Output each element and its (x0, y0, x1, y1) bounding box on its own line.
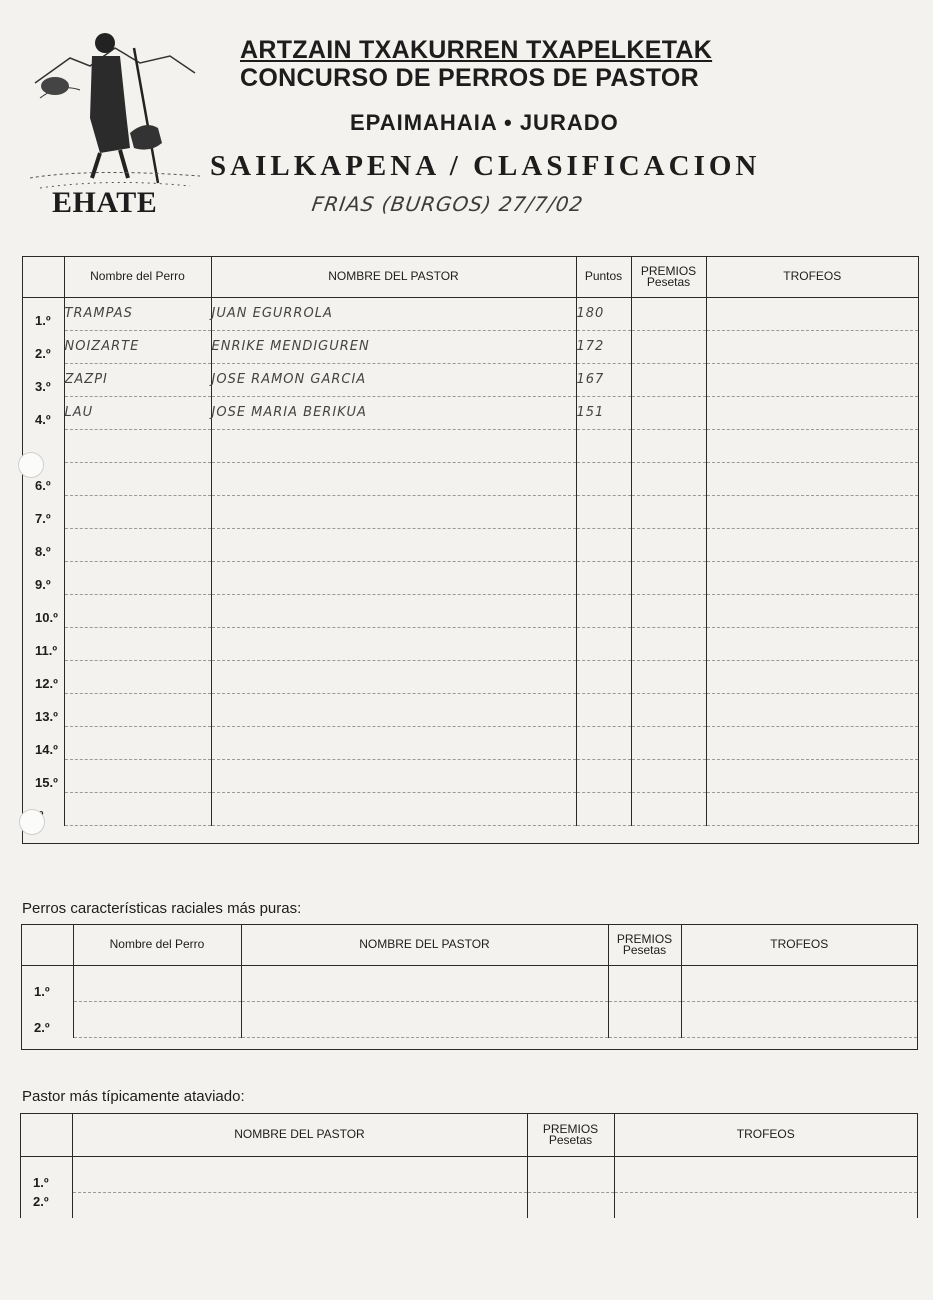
dog-name-header: Nombre del Perro (64, 257, 211, 297)
row-position: 15.º (35, 775, 58, 790)
row-prize-cell (631, 594, 706, 627)
title-spanish: CONCURSO DE PERROS DE PASTOR (240, 64, 699, 92)
row-points (576, 594, 631, 627)
row-points (576, 627, 631, 660)
classification-row (23, 693, 918, 726)
row-points: 172 (576, 330, 631, 363)
row-points: 180 (576, 297, 631, 330)
shepherd-table (21, 1114, 917, 1220)
breed-prizes-header: PREMIOS Pesetas (608, 925, 681, 965)
row-position: 2.º (35, 346, 51, 361)
breed-row-trophy-cell (681, 1001, 917, 1037)
classification-row (23, 330, 918, 363)
row-position: 14.º (35, 742, 58, 757)
pos-header (23, 257, 64, 297)
shepherd-row-name-cell (72, 1192, 527, 1220)
shepherd-row-prize-cell (527, 1192, 614, 1220)
row-shepherd-name (211, 495, 576, 528)
row-trophy-cell (706, 429, 918, 462)
classification-row (23, 429, 918, 462)
row-prize-cell (631, 429, 706, 462)
shepherd-row-trophy-cell (614, 1192, 917, 1220)
row-prize-cell (631, 561, 706, 594)
classification-table (23, 257, 918, 826)
row-trophy-cell (706, 528, 918, 561)
classification-row (23, 660, 918, 693)
shepherd-name-header-2: NOMBRE DEL PASTOR (72, 1114, 527, 1156)
row-prize-cell (631, 792, 706, 825)
row-trophy-cell (706, 330, 918, 363)
row-points (576, 429, 631, 462)
breed-section-label: Perros características raciales más puras: (22, 900, 302, 917)
binder-hole (18, 452, 44, 478)
classification-row (23, 627, 918, 660)
row-position: 6.º (35, 478, 51, 493)
row-dog-name (64, 462, 211, 495)
row-position: 3.º (35, 379, 51, 394)
jury-heading: EPAIMAHAIA • JURADO (350, 110, 619, 135)
shepherd-trophies-header: TROFEOS (614, 1114, 917, 1156)
row-dog-name (64, 759, 211, 792)
row-prize-cell (631, 297, 706, 330)
classification-row (23, 759, 918, 792)
breed-row-pos: 1.º (34, 984, 50, 999)
breed-trophies-header: TROFEOS (681, 925, 917, 965)
row-dog-name (64, 561, 211, 594)
row-dog-name: LAU (64, 396, 211, 429)
row-points (576, 660, 631, 693)
breed-row-shepherd-cell (241, 965, 608, 1001)
row-position: 7.º (35, 511, 51, 526)
row-shepherd-name (211, 462, 576, 495)
breed-shepherd-header: NOMBRE DEL PASTOR (241, 925, 608, 965)
row-points (576, 462, 631, 495)
row-trophy-cell (706, 594, 918, 627)
row-dog-name: TRAMPAS (64, 297, 211, 330)
row-prize-cell (631, 693, 706, 726)
row-dog-name (64, 594, 211, 627)
row-shepherd-name (211, 693, 576, 726)
row-shepherd-name (211, 561, 576, 594)
row-shepherd-name (211, 594, 576, 627)
row-points (576, 693, 631, 726)
row-prize-cell (631, 462, 706, 495)
breed-row-trophy-cell (681, 965, 917, 1001)
row-prize-cell (631, 759, 706, 792)
row-trophy-cell (706, 693, 918, 726)
classification-row (23, 462, 918, 495)
classification-row (23, 726, 918, 759)
classification-row (23, 396, 918, 429)
classification-row (23, 363, 918, 396)
row-shepherd-name (211, 627, 576, 660)
classification-row (23, 528, 918, 561)
row-position: 1.º (35, 313, 51, 328)
place-date-handwritten: FRIAS (BURGOS) 27/7/02 (310, 192, 585, 216)
row-trophy-cell (706, 396, 918, 429)
row-prize-cell (631, 660, 706, 693)
row-trophy-cell (706, 297, 918, 330)
shepherd-logo-icon (30, 28, 200, 193)
row-prize-cell (631, 627, 706, 660)
row-points (576, 726, 631, 759)
row-dog-name (64, 627, 211, 660)
breed-table (22, 925, 917, 1038)
row-position: 11.º (35, 643, 58, 658)
prizes-header: PREMIOS Pesetas (631, 257, 706, 297)
shepherd-row-pos: 1.º (33, 1175, 49, 1190)
row-points (576, 528, 631, 561)
classification-row (23, 594, 918, 627)
row-trophy-cell (706, 726, 918, 759)
row-shepherd-name: JUAN EGURROLA (211, 297, 576, 330)
row-prize-cell (631, 495, 706, 528)
row-trophy-cell (706, 792, 918, 825)
shepherd-row-trophy-cell (614, 1156, 917, 1192)
classification-row (23, 495, 918, 528)
row-shepherd-name: ENRIKE MENDIGUREN (211, 330, 576, 363)
row-shepherd-name (211, 660, 576, 693)
shepherd-prizes-header: PREMIOS Pesetas (527, 1114, 614, 1156)
row-trophy-cell (706, 660, 918, 693)
binder-hole (19, 809, 45, 835)
row-dog-name (64, 495, 211, 528)
row-shepherd-name (211, 429, 576, 462)
row-shepherd-name (211, 792, 576, 825)
breed-pos-header (22, 925, 73, 965)
classification-row (23, 297, 918, 330)
shepherd-row-prize-cell (527, 1156, 614, 1192)
row-dog-name: ZAZPI (64, 363, 211, 396)
row-prize-cell (631, 528, 706, 561)
row-shepherd-name: JOSE MARIA BERIKUA (211, 396, 576, 429)
row-position: 10.º (35, 610, 58, 625)
shepherd-name-header: NOMBRE DEL PASTOR (211, 257, 576, 297)
breed-row-prize-cell (608, 965, 681, 1001)
trophies-header: TROFEOS (706, 257, 918, 297)
classification-row (23, 561, 918, 594)
row-points (576, 759, 631, 792)
row-trophy-cell (706, 627, 918, 660)
breed-row-prize-cell (608, 1001, 681, 1037)
row-position: 13.º (35, 709, 58, 724)
page-bottom-margin (0, 1218, 933, 1300)
title-basque: ARTZAIN TXAKURREN TXAPELKETAK (240, 36, 713, 64)
breed-dog-header: Nombre del Perro (73, 925, 241, 965)
row-shepherd-name (211, 759, 576, 792)
shepherd-row-name-cell (72, 1156, 527, 1192)
row-shepherd-name: JOSE RAMON GARCIA (211, 363, 576, 396)
classification-row (23, 792, 918, 825)
row-points (576, 495, 631, 528)
breed-row-pos: 2.º (34, 1020, 50, 1035)
row-shepherd-name (211, 528, 576, 561)
row-position: 8.º (35, 544, 51, 559)
points-header: Puntos (576, 257, 631, 297)
row-dog-name (64, 429, 211, 462)
row-dog-name (64, 528, 211, 561)
breed-row-dog-cell (73, 1001, 241, 1037)
row-dog-name (64, 726, 211, 759)
breed-row-dog-cell (73, 965, 241, 1001)
row-trophy-cell (706, 495, 918, 528)
shepherd-row-pos: 2.º (33, 1194, 49, 1209)
row-trophy-cell (706, 561, 918, 594)
row-trophy-cell (706, 363, 918, 396)
row-shepherd-name (211, 726, 576, 759)
row-position: 4.º (35, 412, 51, 427)
row-prize-cell (631, 726, 706, 759)
classification-heading: SAILKAPENA / CLASIFICACION (210, 150, 761, 182)
row-prize-cell (631, 396, 706, 429)
shepherd-section-label: Pastor más típicamente ataviado: (22, 1088, 245, 1105)
row-points: 151 (576, 396, 631, 429)
breed-row-shepherd-cell (241, 1001, 608, 1037)
row-trophy-cell (706, 462, 918, 495)
row-prize-cell (631, 363, 706, 396)
row-dog-name (64, 660, 211, 693)
row-position: 9.º (35, 577, 51, 592)
logo-text: EHATE (52, 186, 158, 219)
row-position: 12.º (35, 676, 58, 691)
shepherd-pos-header (21, 1114, 72, 1156)
row-prize-cell (631, 330, 706, 363)
row-points (576, 792, 631, 825)
row-dog-name: NOIZARTE (64, 330, 211, 363)
row-points (576, 561, 631, 594)
row-dog-name (64, 792, 211, 825)
row-trophy-cell (706, 759, 918, 792)
row-dog-name (64, 693, 211, 726)
row-points: 167 (576, 363, 631, 396)
